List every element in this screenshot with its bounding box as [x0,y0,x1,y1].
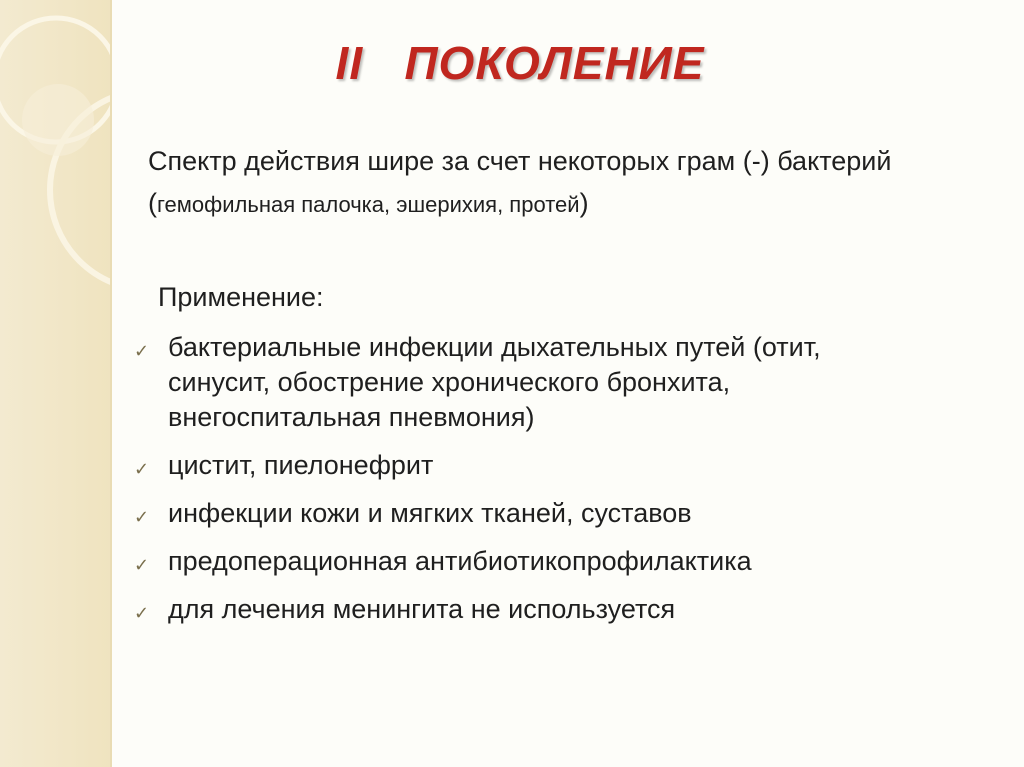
decorative-disc [22,84,94,156]
list-item-text: инфекции кожи и мягких тканей, суставов [168,498,692,528]
list-item-text: для лечения менингита не используется [168,594,676,624]
check-icon: ✓ [134,341,150,362]
list-item [130,448,930,483]
check-icon: ✓ [134,555,150,576]
list-item [130,330,930,435]
spectrum-close-paren: ) [579,188,589,218]
spectrum-detail-text: гемофильная палочка, эшерихия, протей [157,192,580,217]
list-item [130,544,930,579]
decorative-sidebar [0,0,112,767]
check-icon: ✓ [134,507,150,528]
list-item [130,496,930,531]
list-item [130,592,930,627]
sidebar-divider [110,0,112,767]
list-item-text: предоперационная антибиотикопрофилактика [168,546,752,576]
spectrum-main-text: Спектр действия шире за счет некоторых грам (-) бактерий ( [148,146,892,218]
decorative-rings [0,0,112,767]
spectrum-description [148,140,928,226]
list-item-text: бактериальные инфекции дыхательных путей (отит, синусит, обострение хронического бронхита, внегоспитальная пневмония) [168,332,821,432]
check-icon: ✓ [134,459,150,480]
application-heading: Применение: [158,282,324,312]
check-icon: ✓ [134,603,150,624]
slide-title: II ПОКОЛЕНИЕ [335,37,705,89]
list-item-text: цистит, пиелонефрит [168,450,434,480]
application-list [130,330,930,640]
